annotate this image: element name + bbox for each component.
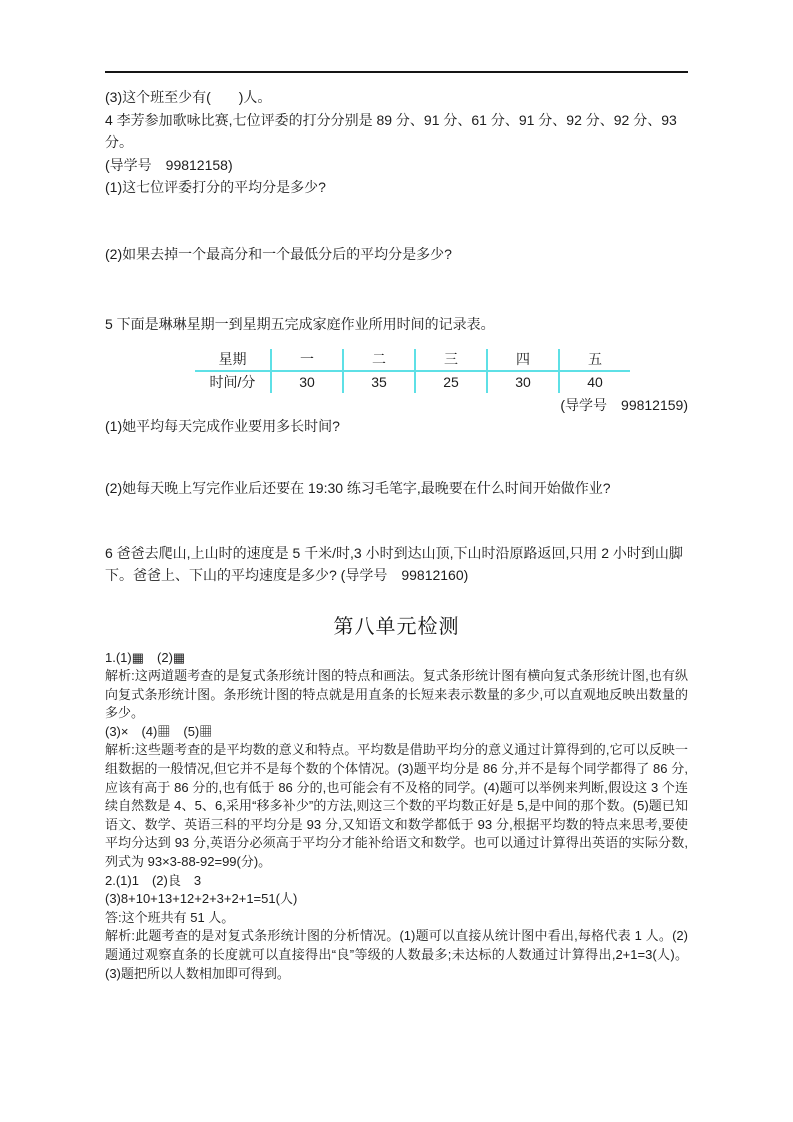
table-value-mon: 30 [271,371,343,393]
answer-line-5: 答:这个班共有 51 人。 [105,909,235,925]
question-4-stem: 4 李芳参加歌咏比赛,七位评委的打分分别是 89 分、91 分、61 分、91 分、92 分、92 分、93 分。 [105,111,677,150]
answer-analysis-2: 解析:这些题考查的是平均数的意义和特点。平均数是借助平均分的意义通过计算得到的,它可以反映一组数据的一般情况,但它并不是每个数的个体情况。(3)题平均分是 86 分,并不是每个同学都得了 86 分,应该有高于 86 分的,也有低于 86 分的,也可能会有不及格的同学。(4)题可以举例来判断,假设这 3 个连续自然数是 4、5、6,采用“移多补少”的方法,则这三个数的平均数正好是 5,是中间的那个数。(5)题已知语文、数学、英语三科的平均分是 93 分,又知语文和数学都低于 93 分,根据平均数的特点来思考,要使平均分达到 93 分,英语分必须高于平均分才能补给语文和数学。也可以通过计算得出英语的实际分数,列式为 93×3-88-92=99(分)。 [105,742,688,870]
table-value-fri: 40 [559,371,630,393]
question-5-stem: 5 下面是琳琳星期一到星期五完成家庭作业所用时间的记录表。 [105,316,495,332]
table-header-row [195,349,630,371]
table-header-fri: 五 [559,349,630,371]
question-4-sub1: (1)这七位评委打分的平均分是多少? [105,179,326,195]
answer-analysis-1: 解析:这两道题考查的是复式条形统计图的特点和画法。复式条形统计图有横向复式条形统计图,也有纵向复式条形统计图。条形统计图的特点就是用直条的长短来表示数量的多少,可以直观地反映出数量的多少。 [105,668,688,721]
homework-time-table [195,349,630,393]
table-value-thu: 30 [487,371,559,393]
table-header-wed: 三 [415,349,487,371]
header-rule [105,71,688,73]
table-header-tue: 二 [343,349,415,371]
question-3-blank-line: (3)这个班至少有( )人。 [105,89,272,105]
answer-line-2: (3)× (4)▦ (5)▦ [105,723,213,739]
answer-line-4: (3)8+10+13+12+2+3+2+1=51(人) [105,891,298,907]
question-4-sub2: (2)如果去掉一个最高分和一个最低分后的平均分是多少? [105,245,452,262]
table-header-mon: 一 [271,349,343,371]
question-6-stem: 6 爸爸去爬山,上山时的速度是 5 千米/时,3 小时到达山顶,下山时沿原路返回,只用 2 小时到山脚下。爸爸上、下山的平均速度是多少? (导学号 99812160) [105,544,683,583]
question-5-sub1: (1)她平均每天完成作业要用多长时间? [105,417,340,434]
question-4-ref-number: (导学号 99812158) [105,156,233,173]
answer-line-3: 2.(1)1 (2)良 3 [105,872,202,888]
table-value-wed: 25 [415,371,487,393]
answer-key-section [105,649,688,984]
table-row-label: 时间/分 [209,374,256,390]
table-header-thu: 四 [487,349,559,371]
answer-line-1: 1.(1)▦ (2)▦ [105,649,186,665]
content-area [105,86,688,983]
section-title: 第八单元检测 [333,615,460,638]
table-header-weekday: 星期 [195,349,271,371]
question-5-ref-number: (导学号 99812159) [560,396,688,413]
table-data-row [195,371,630,393]
question-5-sub2: (2)她每天晚上写完作业后还要在 19:30 练习毛笔字,最晚要在什么时间开始做作业? [105,480,611,496]
answer-analysis-3: 解析:此题考查的是对复式条形统计图的分析情况。(1)题可以直接从统计图中看出,每格代表 1 人。(2)题通过观察直条的长度就可以直接得出“良”等级的人数最多;未达标的人数通过计算得出,2+1=3(人)。(3)题把所以人数相加即可得到。 [105,928,688,981]
table-value-tue: 35 [343,371,415,393]
